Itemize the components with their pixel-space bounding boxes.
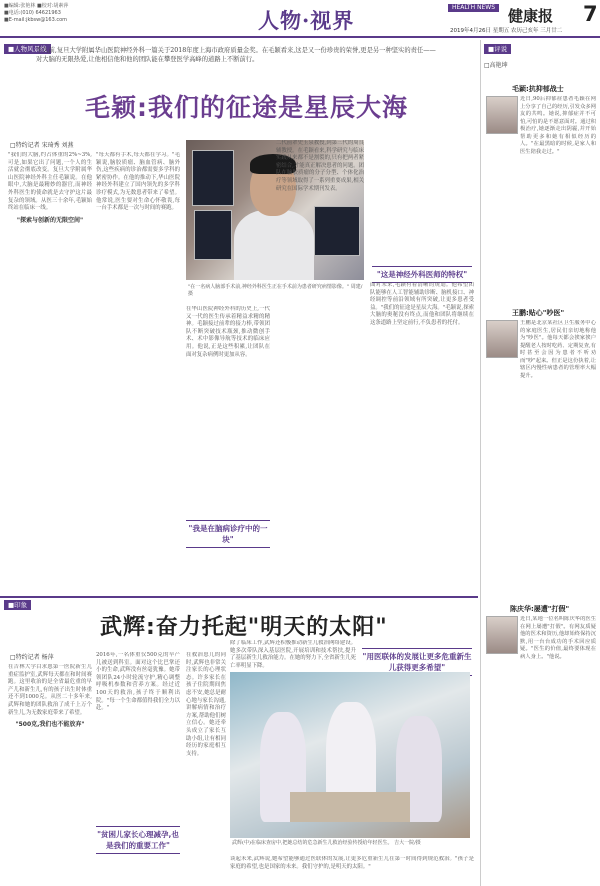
- article-column-1: [8, 152, 92, 592]
- masthead-meta: [4, 3, 114, 24]
- article-column-4a: 二代前辈史玉泉教授,到第三代的周良辅教授。在毛颖看来,科学研究与临床实践从来都不是割裂的,只有把两者紧密结合,才能真正解决患者的问题。团队在脑胶质瘤的分子分型、个体化治疗等领域取得了一系列重要成果,相关研究在国际学术期刊发表。: [276, 140, 364, 192]
- article-column-5b: 面对未来,毛颖有着清晰的规划。他希望团队能够在人工智能辅助诊断、脑机接口、神经调控等前沿领域有所突破,让更多患者受益。"我们的征途是星辰大海。"毛颖说,探索大脑的奥秘没有终点,而他和团队将继续在这条道路上坚定前行,不负患者的托付。: [370, 282, 474, 326]
- photo-credit: 周建/摄: [188, 284, 363, 297]
- mri-screen: [194, 210, 232, 260]
- byline-bottom: □特约记者 杨萍: [10, 654, 54, 661]
- headline-top: 毛颖:我们的征途是星辰大海: [85, 93, 408, 122]
- meta-line: ■E-mail:jkbsw@163.com: [4, 17, 68, 23]
- lead-paragraph: 不久前,复旦大学附属华山医院神经外科一篇关于2018年度上海市政府质量金奖。在毛颖看来,这是又一份珍贵的荣誉,更是另一种坚实的责任——对大脑的无限热爱,让他相信他和他的团队能在攀登医学高峰的道路上不断前行。: [36, 47, 436, 63]
- bottom-column-1: [8, 664, 92, 882]
- portrait-photo: [486, 96, 518, 134]
- column-text: 在华山医院神经外科的历史上,一代又一代的医生传承着精益求精的精神。毛颖接过前辈的接力棒,带领团队不断突破技术瓶颈,推动微创手术、术中影像导航等技术的临床应用。他说,正是这些积累,让团队在面对复杂病例时更加从容。: [186, 306, 270, 358]
- photo-caption: [232, 840, 470, 847]
- brand-name: 健康报: [508, 7, 554, 25]
- section-tag-label: 人物风景线: [14, 45, 47, 53]
- article-column-5a: [370, 140, 474, 260]
- bottom-column-3: 在救治患儿的同时,武辉也非常关注家长的心理状态。许多家长在孩子住院期间焦虑不安,她总是耐心地与家长沟通,讲解病情和治疗方案,帮助他们树立信心。她还牵头成立了家长互助小组,让有相同经历的家庭相互支持。: [186, 652, 226, 757]
- subhead: "探索与创新的无限空间": [16, 216, 84, 224]
- neonatal-photo: [230, 672, 470, 838]
- headline-bottom: 武辉:奋力托起"明天的太阳": [100, 615, 388, 640]
- subhead: "500克,我们也不能放弃": [15, 721, 85, 729]
- article-column-2: "每天都有手术,每天都在学习。"毛颖说,脑胶质瘤、脑血管病、脑外伤,这些疾病的诊治都需要多学科的紧密协作。在他的推动下,华山医院神经外科建立了国内领先的多学科诊疗模式,为无数患者带来了希望。他常说,医生要对生命心怀敬畏,每一台手术都是一次与时间的赛跑。: [96, 152, 180, 212]
- column-text: 在吉林大学白求恩第一医院新生儿重症监护室,武辉每天都在和时间赛跑。这里收治的是全省最危重的早产儿和新生儿,有的孩子出生时体重还不到1000克。从医二十多年来,武辉和她的团队救治了成千上万个新生儿,为无数家庭带来了希望。: [8, 664, 92, 716]
- bottom-column-4: 除了临床工作,武辉还积极推动新生儿救治网络建设。她多次带队深入基层医院,开展培训和技术帮扶,提升了基层新生儿救治能力。在她的努力下,全省新生儿死亡率明显下降。: [230, 640, 356, 669]
- date-line: 2019年4月26日 星期五 农历己亥年 三月廿二: [450, 28, 563, 34]
- section-tag-label: 印象: [14, 601, 28, 609]
- caption-text: 武辉(中)在临床查房中,把她总结的危急新生儿救治经验传授给年轻医生。: [232, 840, 393, 846]
- sidebar-item-title-1: 毛颖:抗抑郁战士: [512, 85, 564, 93]
- photo-credit: 吉大一院/摄: [394, 840, 421, 846]
- article-column-4b: [276, 306, 364, 592]
- meta-line: ■编辑:张艳林 ■校对:胡素萍: [4, 3, 69, 9]
- section-tag-label: 评说: [494, 45, 508, 53]
- header-rule: [0, 36, 600, 38]
- section-tag-bottom: [4, 600, 31, 610]
- sidebar-item-title-3: 陈庆华:屡遭"打假": [510, 605, 570, 613]
- square-icon: ■: [8, 601, 15, 609]
- section-tag-side: [484, 44, 511, 54]
- pull-quote: "这是神经外科医师的特权": [372, 266, 472, 283]
- page-number: 7: [583, 2, 598, 26]
- sidebar-text-3: 近日,某地一位名叫陈庆华的医生在网上屡遭"打假"。有网友质疑他的医术和资历,他却始终保持沉默,用一台台成功的手术回应质疑。"医生的价值,最终要体现在病人身上。"他说。: [520, 616, 596, 660]
- brand-label: HEALTH NEWS: [448, 4, 499, 12]
- sidebar-text-2: 王鹏是北京某社区卫生服务中心的家庭医生,居民们亲切地称他为"吵医"。他每天都会挨家挨户提醒老人按时吃药、定期复查,有时甚至会因为患者不听劝而"吵"起来。但正是这份执着,让辖区内慢性病患者的管理率大幅提升。: [520, 320, 596, 379]
- sidebar-item-title-2: 王鹏:贴心"吵医": [512, 309, 565, 317]
- incubator: [290, 792, 410, 822]
- column-text: "我们的大脑,约占体重的2%~3%,可是,如果它出了问题,一个人的生活就会彻底改变。复旦大学附属华山医院神经外科主任毛颖说。在他眼中,大脑是最精妙的器官,而神经外科医生的使命就是去守护这片最复杂的领域。从医三十余年,毛颖始终站在临床一线。: [8, 152, 92, 212]
- mri-screen: [192, 150, 234, 206]
- section-title: 人物·视界: [258, 8, 355, 33]
- column-text: 2016年,一名体重仅500克的早产儿被送到科室。面对这个比巴掌还小的生命,武辉没有丝毫犹豫。她带领团队24小时轮流守护,精心调整呼吸机参数和营养方案。经过近100天的救治,孩子终于顺利出院。"每一个生命都值得我们全力以赴。": [96, 652, 180, 712]
- meta-line: ■电话:(010) 64621963: [4, 10, 61, 16]
- caption-text: "在一名病人脑部手术前,神经外科医生正在手术前为患者研究病情影像。": [188, 284, 350, 290]
- square-icon: ■: [488, 45, 495, 53]
- sidebar-text-1: 近日,90后抑郁症患者毛颖在网上分享了自己的经历,引发众多网友的共鸣。她说,抑郁症并不可怕,可怕的是不愿意面对。通过积极治疗,她逐渐走出阴霾,并开始帮助更多和她有相似经历的人。"在最黑暗的时候,是家人和医生陪我走过。": [520, 96, 596, 155]
- bottom-column-5: 谈起未来,武辉说,她希望能够通过医联体的发展,让更多危重新生儿在第一时间得到规范救治。"孩子是家庭的希望,也是国家的未来。我们守护的,是明天的太阳。": [230, 856, 474, 870]
- portrait-photo: [486, 320, 518, 358]
- byline-top: □特约记者 宋琦秀 刘燕: [10, 142, 74, 149]
- article-column-3: [186, 306, 270, 592]
- portrait-photo: [486, 616, 518, 654]
- pull-quote: "贫困儿家长心理减孕,也是我们的重要工作": [96, 826, 180, 854]
- square-icon: ■: [8, 45, 15, 53]
- pull-quote: "用医联体的发展让更多危重新生儿获得更多希望": [362, 648, 472, 676]
- section-rule: [0, 596, 478, 598]
- sidebar-author: □高艳坤: [484, 62, 508, 69]
- pull-quote: "我是在脑病诊疗中的一块": [186, 520, 270, 548]
